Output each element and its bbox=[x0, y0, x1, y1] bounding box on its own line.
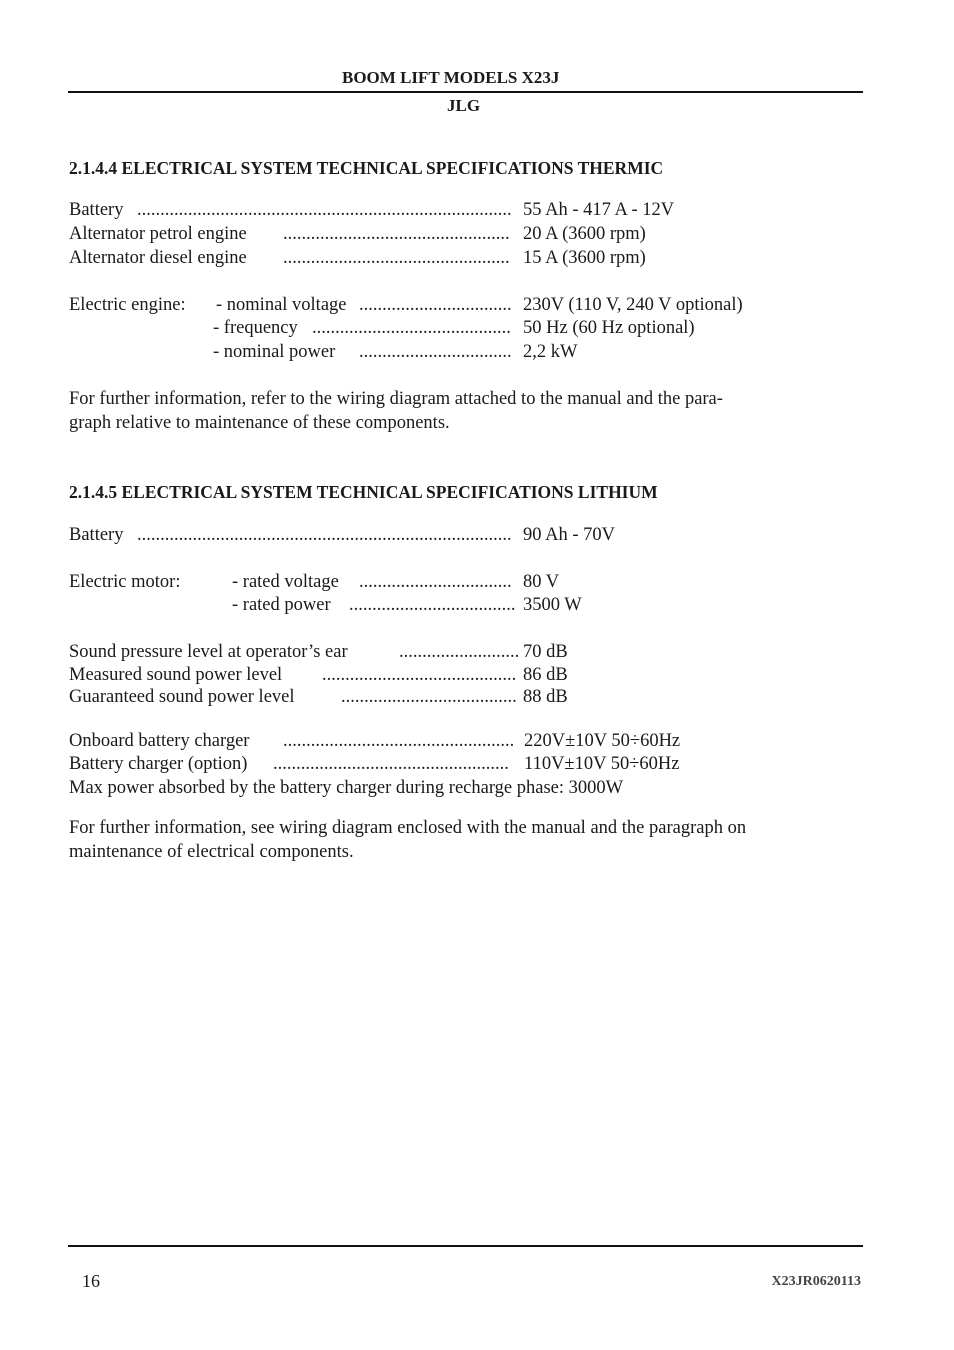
page-number: 16 bbox=[82, 1271, 100, 1291]
spec-value: 220V±10V 50÷60Hz bbox=[524, 731, 681, 751]
leader-dots: ................................................................................. bbox=[137, 200, 512, 220]
spec-label: Onboard battery charger bbox=[69, 731, 250, 751]
spec-label: Alternator petrol engine bbox=[69, 224, 247, 244]
spec-label: Sound pressure level at operator’s ear bbox=[69, 642, 348, 662]
spec-row-engine-power bbox=[69, 342, 829, 365]
electric-engine-label: Electric engine: bbox=[69, 295, 186, 315]
leader-dots: .......................................... bbox=[322, 665, 517, 685]
spec-row-alternator-petrol bbox=[69, 224, 829, 247]
spec-label: Battery bbox=[69, 200, 124, 220]
header-title: BOOM LIFT MODELS X23J bbox=[342, 68, 560, 87]
note-line: maintenance of electrical components. bbox=[69, 842, 354, 862]
spec-row-guaranteed-sound bbox=[69, 687, 829, 710]
document-code: X23JR0620113 bbox=[771, 1274, 861, 1289]
spec-label: - rated power bbox=[232, 595, 331, 615]
leader-dots: ...................................... bbox=[341, 687, 517, 707]
spec-value: 90 Ah - 70V bbox=[523, 525, 615, 545]
spec-row-lithium-battery bbox=[69, 525, 829, 548]
spec-label: Battery bbox=[69, 525, 124, 545]
spec-row-motor-voltage bbox=[69, 572, 829, 595]
spec-row-optional-charger bbox=[69, 754, 829, 777]
leader-dots: ................................. bbox=[359, 342, 512, 362]
leader-dots: .......................... bbox=[399, 642, 520, 662]
section-heading-thermic: 2.1.4.4 ELECTRICAL SYSTEM TECHNICAL SPECIFICATIONS THERMIC bbox=[69, 158, 664, 178]
leader-dots: ................................. bbox=[359, 572, 512, 592]
note-line: For further information, see wiring diagram enclosed with the manual and the paragraph on bbox=[69, 818, 747, 838]
spec-label: Guaranteed sound power level bbox=[69, 687, 295, 707]
spec-label: Alternator diesel engine bbox=[69, 248, 247, 268]
spec-value: 3500 W bbox=[523, 595, 582, 615]
leader-dots: ................................................................................. bbox=[137, 525, 512, 545]
spec-row-measured-sound bbox=[69, 665, 829, 688]
spec-value: 110V±10V 50÷60Hz bbox=[524, 754, 680, 774]
leader-dots: ................................. bbox=[359, 295, 512, 315]
leader-dots: .................................... bbox=[349, 595, 516, 615]
spec-value: 2,2 kW bbox=[523, 342, 578, 362]
spec-label: - nominal voltage bbox=[216, 295, 347, 315]
header-rule bbox=[68, 91, 863, 93]
leader-dots: ................................................. bbox=[283, 248, 510, 268]
thermic-note bbox=[69, 387, 859, 435]
lithium-note bbox=[69, 816, 859, 864]
spec-value: 86 dB bbox=[523, 665, 568, 685]
spec-row-battery bbox=[69, 200, 829, 223]
spec-row-alternator-diesel bbox=[69, 248, 829, 271]
spec-row-engine-voltage bbox=[69, 295, 829, 318]
leader-dots: ................................................. bbox=[283, 224, 510, 244]
spec-value: 230V (110 V, 240 V optional) bbox=[523, 295, 743, 315]
max-power-text: Max power absorbed by the battery charger during recharge phase: 3000W bbox=[69, 778, 624, 798]
spec-value: 20 A (3600 rpm) bbox=[523, 224, 646, 244]
spec-row-engine-frequency bbox=[69, 318, 829, 341]
spec-row-motor-power bbox=[69, 595, 829, 618]
note-line: graph relative to maintenance of these components. bbox=[69, 413, 450, 433]
header-brand: JLG bbox=[447, 96, 481, 115]
note-line: For further information, refer to the wiring diagram attached to the manual and the para- bbox=[69, 389, 723, 409]
electric-motor-label: Electric motor: bbox=[69, 572, 181, 592]
leader-dots: .................................................. bbox=[283, 731, 515, 751]
leader-dots: ........................................... bbox=[312, 318, 511, 338]
spec-row-onboard-charger bbox=[69, 731, 829, 754]
section-heading-lithium: 2.1.4.5 ELECTRICAL SYSTEM TECHNICAL SPECIFICATIONS LITHIUM bbox=[69, 482, 658, 502]
spec-value: 88 dB bbox=[523, 687, 568, 707]
spec-label: - rated voltage bbox=[232, 572, 339, 592]
spec-row-sound-pressure bbox=[69, 642, 829, 665]
spec-value: 55 Ah - 417 A - 12V bbox=[523, 200, 675, 220]
spec-label: - nominal power bbox=[213, 342, 336, 362]
spec-value: 15 A (3600 rpm) bbox=[523, 248, 646, 268]
spec-value: 70 dB bbox=[523, 642, 568, 662]
footer-rule bbox=[68, 1245, 863, 1247]
spec-label: - frequency bbox=[213, 318, 298, 338]
spec-value: 80 V bbox=[523, 572, 560, 592]
spec-value: 50 Hz (60 Hz optional) bbox=[523, 318, 695, 338]
spec-label: Measured sound power level bbox=[69, 665, 283, 685]
spec-label: Battery charger (option) bbox=[69, 754, 248, 774]
leader-dots: ................................................... bbox=[273, 754, 509, 774]
